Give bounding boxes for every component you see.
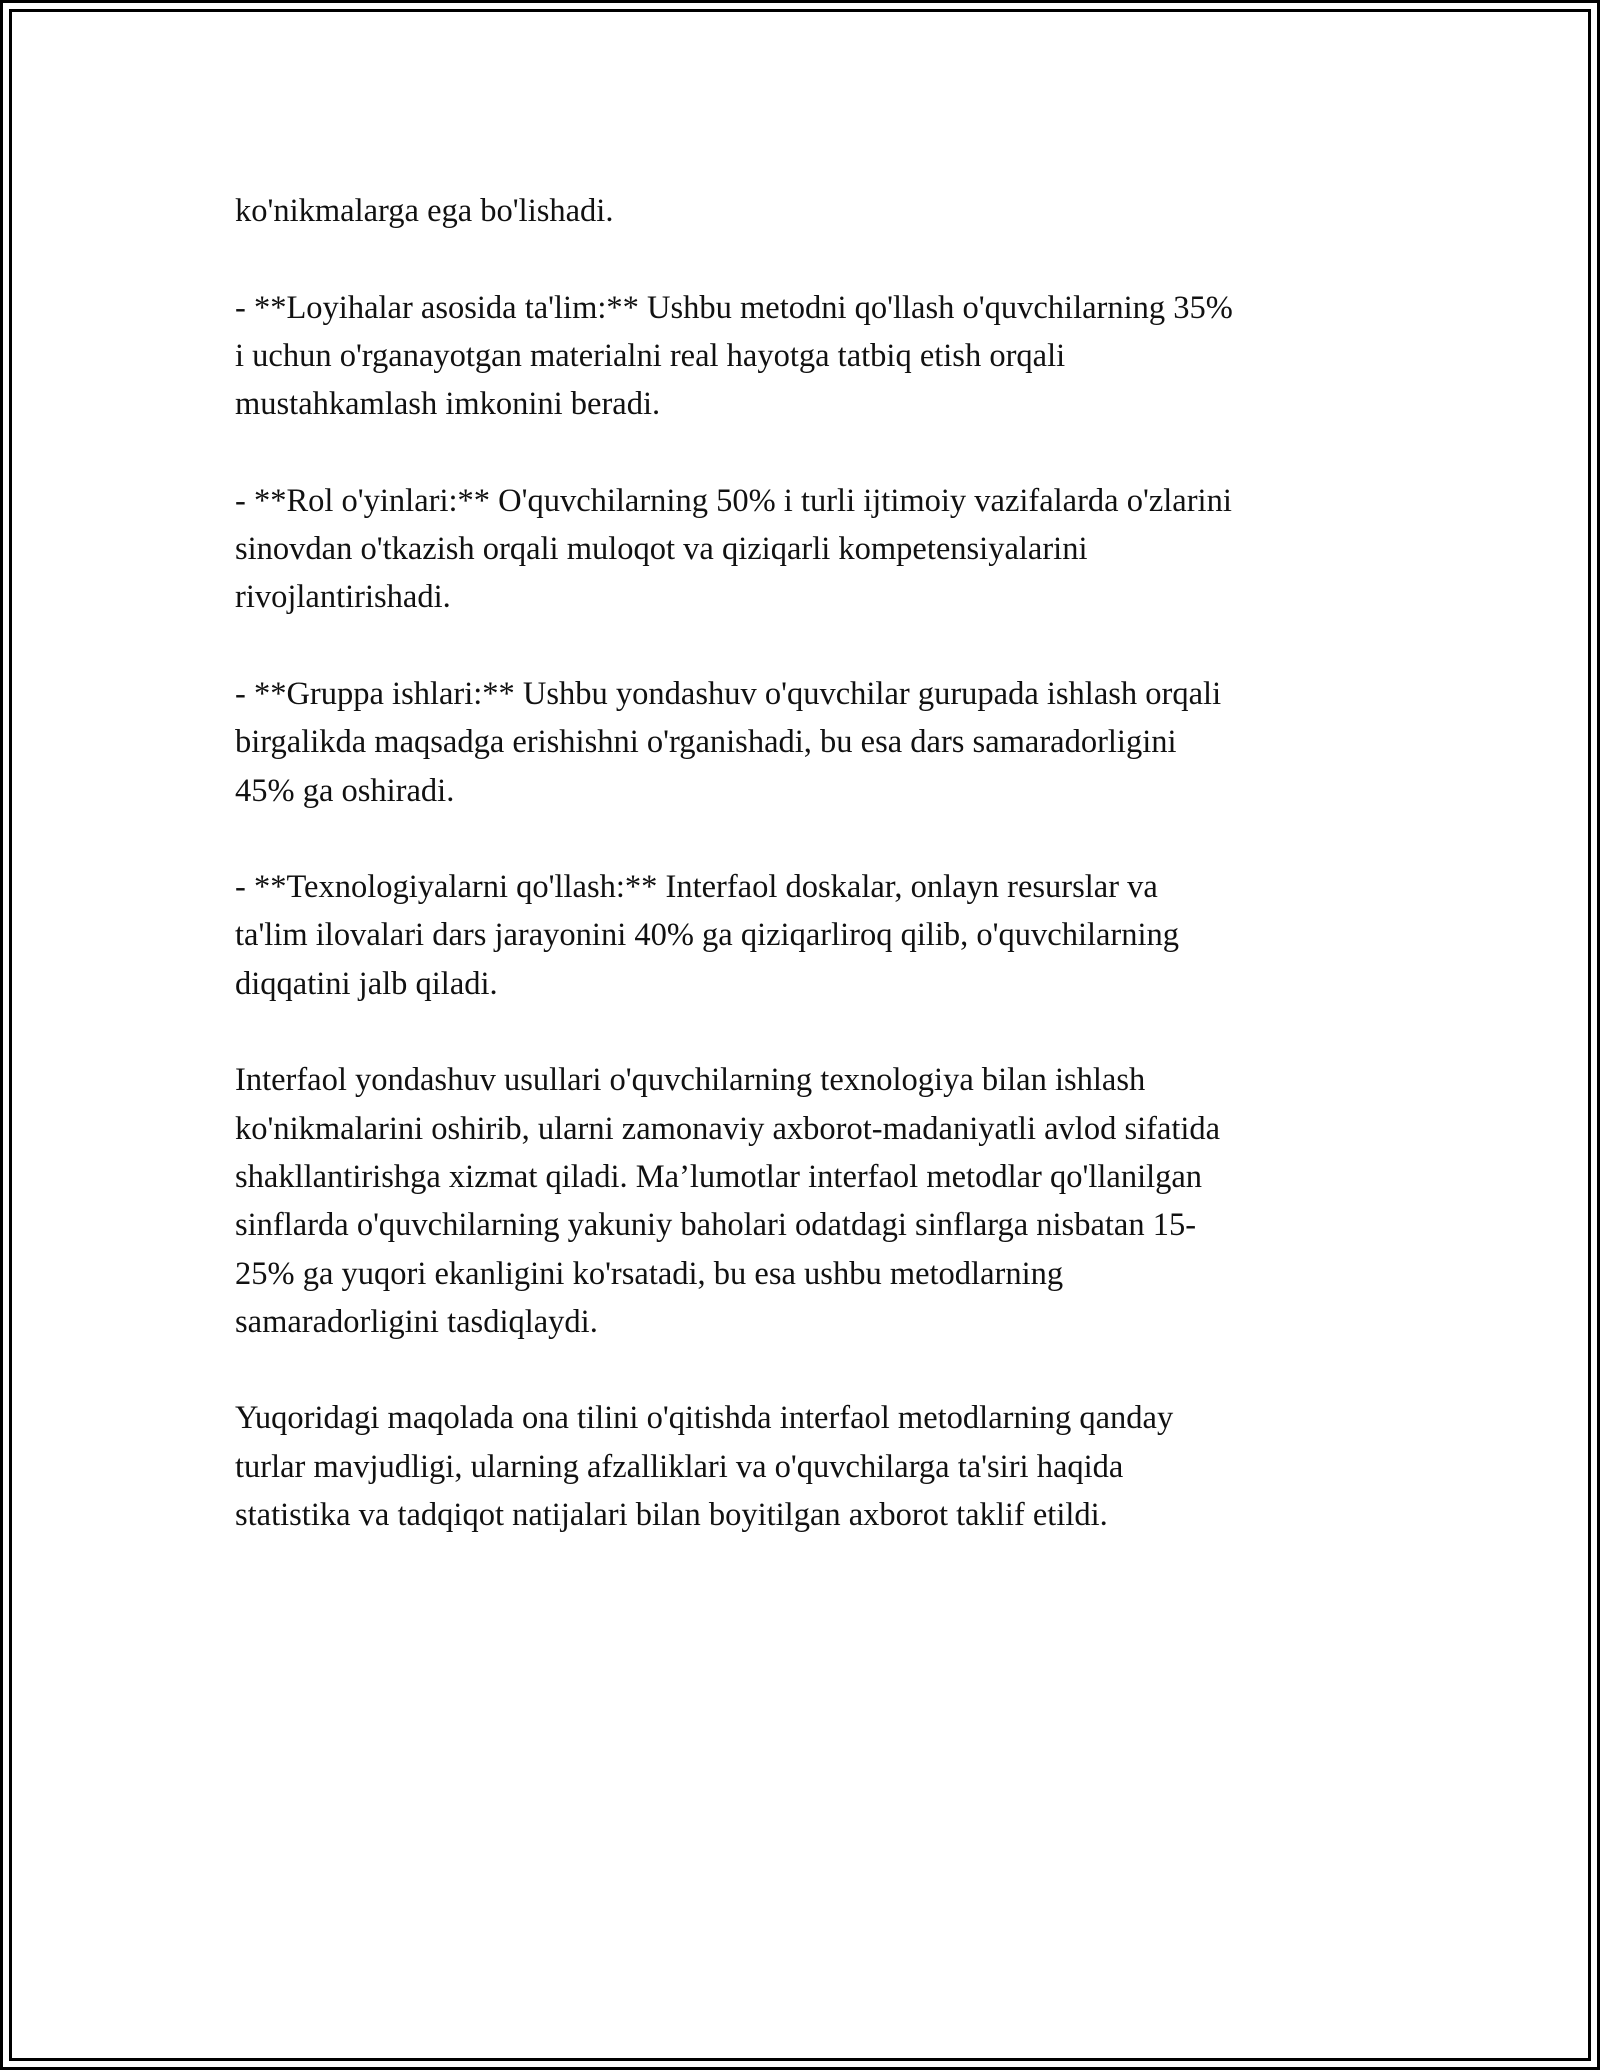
document-body xyxy=(235,187,1375,1539)
bullet-technology-use: - **Texnologiyalarni qo'llash:** Interfaol doskalar, onlayn resurslar va ta'lim ilovalari dars jarayonini 40% ga qiziqarliroq qilib, o'quvchilarning diqqatini jalb qiladi. xyxy=(235,869,1180,1002)
paragraph-interactive-approach: Interfaol yondashuv usullari o'quvchilarning texnologiya bilan ishlash ko'nikmalarini oshirib, ularni zamonaviy axborot-madaniyatli avlod sifatida shakllantirishga xizmat qiladi. Ma’lumotlar interfaol metodlar qo'llanilgan sinflarda o'quvchilarning yakuniy baholari odatdagi sinflarga nisbatan 15- 25% ga yuqori ekanligini ko'rsatadi, bu esa ushbu metodlarning samaradorligini tasdiqlaydi. xyxy=(235,1062,1221,1340)
paragraph-conclusion: Yuqoridagi maqolada ona tilini o'qitishda interfaol metodlarning qanday turlar mavjudligi, ularning afzalliklari va o'quvchilarga ta'siri haqida statistika va tadqiqot natijalari bilan boyitilgan axborot taklif etildi. xyxy=(235,1400,1174,1534)
bullet-project-based-learning: - **Loyihalar asosida ta'lim:** Ushbu metodni qo'llash o'quvchilarning 35% i uchun o'rganayotgan materialni real hayotga tatbiq etish orqali mustahkamlash imkonini beradi. xyxy=(235,289,1233,423)
paragraph-continuation: ko'nikmalarga ega bo'lishadi. xyxy=(235,193,614,229)
bullet-role-play: - **Rol o'yinlari:** O'quvchilarning 50% i turli ijtimoiy vazifalarda o'zlarini sinovdan o'tkazish orqali muloqot va qiziqarli kompetensiyalarini rivojlantirishadi. xyxy=(235,482,1232,616)
bullet-group-work: - **Gruppa ishlari:** Ushbu yondashuv o'quvchilar gurupada ishlash orqali birgalikda maqsadga erishishni o'rganishadi, bu esa dars samaradorligini 45% ga oshiradi. xyxy=(235,675,1222,809)
